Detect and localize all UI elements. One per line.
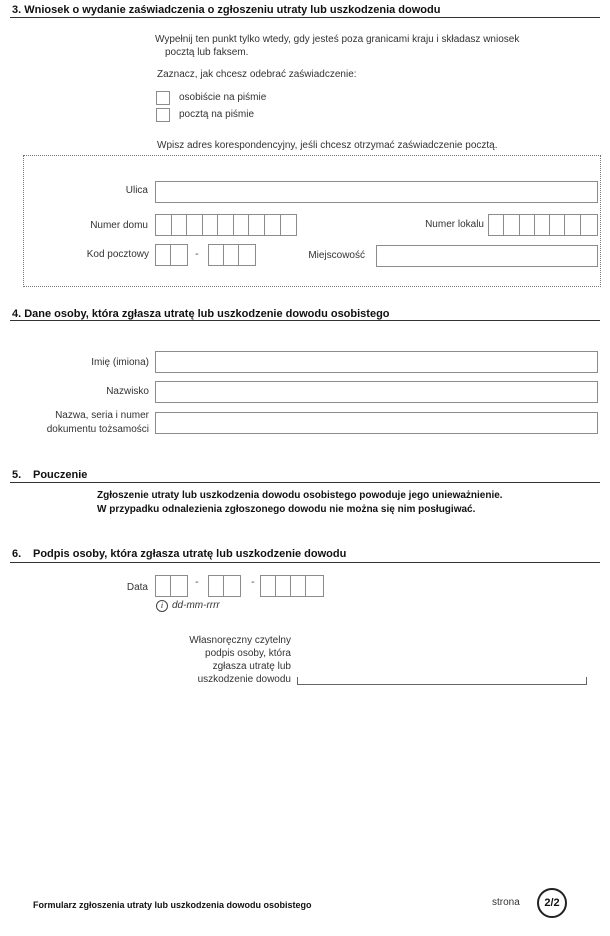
house-number-input[interactable]	[155, 214, 297, 236]
footer-page-label: strona	[492, 897, 520, 908]
page-number-badge: 2/2	[537, 888, 567, 918]
signature-label	[189, 634, 291, 686]
date-format-hint: dd-mm-rrrr	[172, 600, 220, 611]
postal-code-dash: -	[195, 248, 199, 260]
date-year-input[interactable]	[260, 575, 324, 597]
postal-code-label: Kod pocztowy	[86, 249, 149, 260]
section6-title: Podpis osoby, która zgłasza utratę lub uszkodzenie dowodu	[33, 548, 347, 560]
section3-intro-line1: Wypełnij ten punkt tylko wtedy, gdy jesteś poza granicami kraju i składasz wniosek	[155, 34, 520, 45]
document-label-line1: Nazwa, seria i numer	[55, 410, 149, 421]
city-label: Miejscowość	[308, 250, 365, 261]
apartment-label: Numer lokalu	[425, 219, 484, 230]
info-icon: i	[156, 600, 168, 612]
option-post-label: pocztą na piśmie	[179, 109, 255, 120]
signature-label-line2: podpis osoby, która	[205, 648, 291, 659]
apartment-input[interactable]	[488, 214, 598, 236]
signature-label-line4: uszkodzenie dowodu	[197, 674, 291, 685]
section3-choose-label: Zaznacz, jak chcesz odebrać zaświadczenie:	[157, 69, 357, 80]
document-label	[47, 409, 149, 437]
address-instruction: Wpisz adres korespondencyjny, jeśli chcesz otrzymać zaświadczenie pocztą.	[157, 140, 498, 151]
option-personal-label: osobiście na piśmie	[179, 92, 267, 103]
section3-rule	[10, 17, 600, 18]
signature-label-line1: Własnoręczny czytelny	[189, 635, 291, 646]
last-name-input[interactable]	[155, 381, 598, 403]
section6-rule	[10, 562, 600, 563]
date-month-input[interactable]	[208, 575, 241, 597]
section6-number: 6.	[12, 548, 22, 560]
section4-rule	[10, 320, 600, 321]
last-name-label: Nazwisko	[106, 386, 149, 397]
section5-rule	[10, 482, 600, 483]
first-name-input[interactable]	[155, 351, 598, 373]
option-personal-checkbox[interactable]	[156, 91, 170, 105]
signature-field[interactable]	[297, 677, 587, 685]
signature-label-line3: zgłasza utratę lub	[212, 661, 291, 672]
date-label: Data	[126, 582, 148, 593]
street-input[interactable]	[155, 181, 598, 203]
footer-form-name: Formularz zgłoszenia utraty lub uszkodzenia dowodu osobistego	[33, 900, 312, 910]
identity-document-input[interactable]	[155, 412, 598, 434]
option-post-checkbox[interactable]	[156, 108, 170, 122]
section5-title: Pouczenie	[33, 469, 88, 481]
instruction-line2: W przypadku odnalezienia zgłoszonego dowodu nie można się nim posługiwać.	[97, 504, 476, 515]
section4-title: 4. Dane osoby, która zgłasza utratę lub uszkodzenie dowodu osobistego	[12, 308, 390, 320]
section3-intro-line2: pocztą lub faksem.	[165, 47, 249, 58]
date-dash-1: -	[195, 576, 199, 588]
date-dash-2: -	[251, 576, 255, 588]
section5-number: 5.	[12, 469, 22, 481]
section3-title: 3. Wniosek o wydanie zaświadczenia o zgłoszeniu utraty lub uszkodzenia dowodu	[12, 4, 441, 16]
first-name-label: Imię (imiona)	[91, 357, 149, 368]
street-label: Ulica	[125, 185, 148, 196]
instruction-line1: Zgłoszenie utraty lub uszkodzenia dowodu osobistego powoduje jego unieważnienie.	[97, 490, 503, 501]
city-input[interactable]	[376, 245, 598, 267]
document-label-line2: dokumentu tożsamości	[46, 424, 149, 435]
postal-code-part1-input[interactable]	[155, 244, 188, 266]
date-day-input[interactable]	[155, 575, 188, 597]
postal-code-part2-input[interactable]	[208, 244, 256, 266]
house-number-label: Numer domu	[90, 220, 148, 231]
